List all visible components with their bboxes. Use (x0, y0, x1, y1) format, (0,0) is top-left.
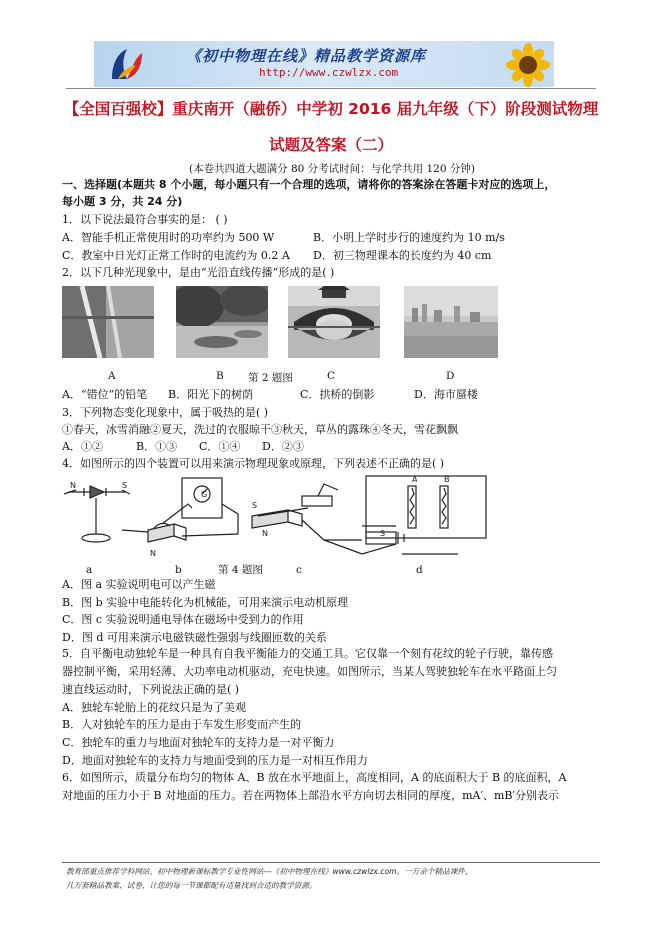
q1-option-b: B．小明上学时步行的速度约为 10 m/s (313, 231, 505, 244)
q5-option-d: D．地面对独轮车的支持力与地面受到的压力是一对相互作用力 (62, 754, 368, 767)
q2-label-c: C (327, 370, 336, 382)
svg-text:A: A (412, 475, 418, 484)
q6-stem-line1: 6．如图所示，质量分布均匀的物体 A、B 放在水平地面上，高度相同，A 的底面积大于 B 的底面积，A (62, 771, 567, 784)
page-title-line1: 【全国百强校】重庆南开（融侨）中学初 2016 届九年级（下）阶段测试物理 (63, 100, 599, 118)
q3-option-d: D．②③ (262, 440, 304, 453)
svg-text:B: B (444, 475, 450, 484)
svg-text:S: S (380, 529, 386, 538)
q5-option-b: B．人对独轮车的压力是由于车发生形变而产生的 (62, 718, 302, 731)
q1-stem: 1．以下说法最符合事实的是： ( ) (62, 213, 228, 226)
banner-url[interactable]: http://www.czwlzx.com (259, 66, 399, 79)
q2-label-b: B (216, 370, 224, 382)
svg-text:S: S (252, 501, 258, 510)
svg-text:N: N (70, 481, 76, 490)
q5-stem-line2: 器控制平衡，采用轻薄、大功率电动机驱动，充电快速。如图所示，当某人驾驶独轮车在水平路面上匀 (62, 665, 557, 678)
q2-caption: 第 2 题图 (248, 372, 293, 384)
header-rule (66, 88, 596, 89)
q2-option-a: A．“错位”的铅笔 (62, 388, 148, 401)
q2-photo-b (176, 286, 268, 358)
svg-text:N: N (262, 529, 268, 538)
header-banner (94, 41, 554, 87)
q1-option-d: D．初三物理课本的长度约为 40 cm (313, 249, 492, 262)
q4-label-b: b (175, 564, 182, 576)
q4-option-a: A．图 a 实验说明电可以产生磁 (62, 578, 216, 591)
footer-line2: 几万套精品教案、试卷，让您的每一节课都配有适量找到合适的教学资源。 (66, 881, 317, 890)
q3-option-c: C．①④ (199, 440, 241, 453)
q2-photo-a (62, 286, 154, 358)
q3-phenomena: ①春天，冰雪消融②夏天，洗过的衣服晾干③秋天，草丛的露珠④冬天，雪花飘飘 (62, 423, 458, 436)
q2-photo-d (404, 286, 498, 358)
q5-option-a: A．独轮车轮胎上的花纹只是为了美观 (62, 701, 246, 714)
q2-option-d: D．海市蜃楼 (414, 388, 478, 401)
page-title-line2: 试题及答案（二） (268, 136, 393, 154)
q6-stem-line2: 对地面的压力小于 B 对地面的压力。若在两物体上部沿水平方向切去相同的厚度，mA′、mB′分别表示 (62, 789, 559, 802)
q4-stem: 4．如图所示的四个装置可以用来演示物理现象或原理，下列表述不正确的是( ) (62, 457, 445, 470)
q2-option-c: C．拱桥的倒影 (300, 388, 375, 401)
site-logo-icon (108, 45, 146, 83)
q2-label-d: D (446, 370, 455, 382)
q2-photo-c (288, 286, 380, 358)
q2-stem: 2．以下几种光现象中，是由“光沿直线传播”形成的是( ) (62, 266, 335, 279)
q2-label-a: A (108, 370, 116, 382)
q4-label-d: d (416, 564, 423, 576)
section1-heading-line1: 一、选择题(本题共 8 个小题，每小题只有一个合理的选项，请将你的答案涂在答题卡对应的选项上， (62, 178, 556, 191)
q4-label-c: c (296, 564, 302, 576)
q5-stem-line3: 速直线运动时，下列说法正确的是( ) (62, 683, 240, 696)
q3-option-b: B．①③ (136, 440, 178, 453)
q1-option-a: A．智能手机正常使用时的功率约为 500 W (62, 231, 275, 244)
q4-label-a: a (86, 564, 93, 576)
svg-text:S: S (122, 481, 128, 490)
q1-option-c: C．教室中日光灯正常工作时的电流约为 0.2 A (62, 249, 290, 262)
q3-option-a: A．①② (62, 440, 103, 453)
q5-stem-line1: 5．自平衡电动独轮车是一种具有自我平衡能力的交通工具。它仅靠一个刻有花纹的轮子行驶，靠传感 (62, 647, 553, 660)
q4-option-d: D．图 d 可用来演示电磁铁磁性强弱与线圈匝数的关系 (62, 631, 327, 644)
footer-rule (62, 862, 600, 863)
footer-line1: 教育部重点推荐学科网站、初中物理新课标教学专业性网站---《初中物理在线》www.czwlzx.com。一万余个精品课件、 (66, 867, 473, 876)
exam-info: (本卷共四道大题满分 80 分考试时间：与化学共用 120 分钟) (189, 163, 475, 175)
q4-option-c: C．图 c 实验说明通电导体在磁场中受到力的作用 (62, 613, 304, 626)
section1-heading-line2: 每小题 3 分，共 24 分) (62, 195, 183, 208)
q4-apparatus-figure (62, 474, 502, 560)
q3-stem: 3．下列物态变化现象中，属于吸热的是( ) (62, 406, 269, 419)
svg-text:G: G (201, 490, 208, 499)
q4-option-b: B．图 b 实验中电能转化为机械能，可用来演示电动机原理 (62, 596, 349, 609)
q4-caption: 第 4 题图 (218, 564, 263, 576)
banner-title: 《初中物理在线》精品教学资源库 (186, 47, 427, 65)
q2-option-b: B．阳光下的树荫 (168, 388, 254, 401)
q5-option-c: C．独轮车的重力与地面对独轮车的支持力是一对平衡力 (62, 736, 335, 749)
svg-text:N: N (150, 549, 156, 558)
sunflower-icon (506, 43, 550, 87)
